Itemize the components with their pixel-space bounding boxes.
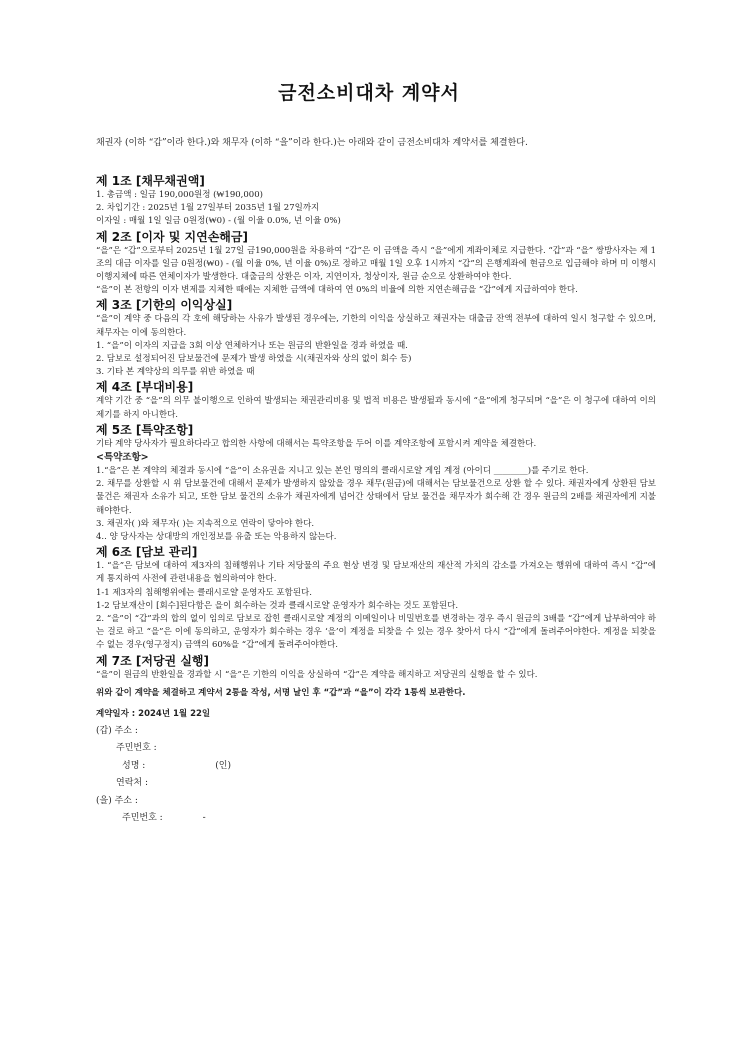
article-line: 1. “을”은 담보에 대하여 제3자의 침해행위나 기타 저당물의 주요 현상 변경 및 담보재산의 재산적 가치의 감소를 가져오는 행위에 대하여 즉시 “갑”에게 통지하여 사전에 관련내용을 협의하여야 한다.: [96, 561, 656, 585]
party-b-block: [96, 793, 656, 828]
article-line: 1. 총금액 : 일금 190,000원정 (₩190,000): [96, 190, 263, 200]
article-heading: 제 2조 [이자 및 지연손해금]: [96, 229, 248, 244]
article-line: “을”이 본 전항의 이자 변제를 지체한 때에는 지체한 금액에 대하여 연 0%의 비율에 의한 지연손해금을 “갑”에게 지급하여야 한다.: [96, 285, 578, 296]
party-b-address-label: (을) 주소 :: [96, 795, 138, 806]
article-line: 2. 차입기간 : 2025년 1월 27일부터 2035년 1월 27일까지: [96, 203, 320, 214]
article-heading: 제 4조 [부대비용]: [96, 380, 194, 395]
closing-statement: 위와 같이 계약을 체결하고 계약서 2통을 작성, 서명 날인 후 “갑”과 “을”이 각각 1통씩 보관한다.: [96, 687, 466, 698]
party-a-seal: (인): [215, 760, 231, 771]
article-1: [96, 173, 656, 229]
article-5: [96, 422, 656, 544]
party-b-id-label: 주민번호 :: [122, 813, 163, 824]
special-term-line: 1.“을”은 본 계약의 체결과 동시에 “을”이 소유권을 지니고 있는 본인 명의의 클래시로얄 게임 계정 (아이디 ________)를 주기로 한다.: [96, 466, 589, 477]
article-line: 1-1 제3자의 침해행위에는 클래시로얄 운영자도 포함된다.: [96, 587, 312, 598]
article-line: “을”이 원금의 반환일을 경과할 시 “을”은 기한의 이익을 상실하여 “갑”은 계약을 해지하고 저당권의 실행을 할 수 있다.: [96, 669, 538, 680]
intro-paragraph: 채권자 (이하 “갑”이라 한다.)와 채무자 (이하 “을”이라 한다.)는 아래와 같이 금전소비대차 계약서를 체결한다.: [96, 138, 528, 148]
document-title: 금전소비대차 계약서: [278, 82, 460, 104]
article-line: 계약 기간 중 “을”의 의무 불이행으로 인하여 발생되는 채권관리비용 및 법적 비용은 발생될과 동시에 “을”에게 청구되며 “을”은 이 청구에 대하여 이의제기를 하지 아니한다.: [96, 396, 656, 420]
article-line: 2. 담보로 설정되어진 담보물건에 문제가 발생 하였을 시(채권자와 상의 없이 회수 등): [96, 354, 412, 365]
article-heading: 제 3조 [기한의 이익상실]: [96, 298, 233, 313]
article-line: “을”은 “갑”으로부터 2025년 1월 27일 금190,000원을 차용하여 “갑”은 이 금액을 즉시 “을”에게 계좌이체로 지급한다. “갑”과 “을” 쌍방사자는 제 1조의 대금 이자를 일금 0원정(₩0) - (월 이율 0%, 년 이율 0%)로 정하고 매월 1일 오후 1시까지 “갑”의 은행계좌에 현금으로 입금해야 하며 미 이행시 이행지체에 따른 연체이자가 발생한다. 대출금의 상환은 이자, 지연이자, 청상이자, 원금 순으로 상환하여야 한다.: [96, 245, 656, 283]
party-a-name-row: [96, 758, 656, 776]
article-heading: 제 5조 [특약조항]: [96, 422, 194, 437]
article-line: 1. “을”이 이자의 지급을 3회 이상 연체하거나 또는 원금의 반환일을 경과 하였을 때.: [96, 340, 408, 351]
party-b-id-dash: -: [202, 813, 206, 824]
special-term-line: 3. 채권자( )와 채무자( )는 지속적으로 연락이 닿아야 한다.: [96, 518, 315, 529]
article-4: [96, 379, 656, 421]
special-term-line: 2. 채무를 상환할 시 위 담보물건에 대해서 문제가 발생하지 않았을 경우 채무(원금)에 대해서는 담보물건으로 상환 할 수 있다. 채권자에게 상환된 담보 물건은 채권자 소유가 되고, 또한 담보 물건의 소유가 채권자에게 넘어간 상태에서 담보 물건을 채무자가 회수해 간 경우 원금의 2배를 채권자에게 지불해야한다.: [96, 479, 656, 516]
article-2: [96, 229, 656, 298]
article-line: 3. 기타 본 계약상의 의무를 위반 하였을 때: [96, 367, 255, 378]
party-a-address-label: (갑) 주소 :: [96, 725, 138, 736]
party-a-id-label: 주민번호 :: [116, 743, 157, 754]
article-heading: 제 6조 [담보 관리]: [96, 545, 198, 560]
party-a-name-label: 성명 :: [122, 760, 146, 771]
article-line: “을”이 계약 중 다음의 각 호에 해당하는 사유가 발생된 경우에는, 기한의 이익을 상실하고 채권자는 대출금 잔액 전부에 대하여 일시 청구할 수 있으며, 채무자는 이에 동의한다.: [96, 314, 656, 338]
special-term-line: 4.. 양 당사자는 상대방의 개인정보를 유출 또는 악용하지 않는다.: [96, 532, 337, 543]
party-a-block: [96, 723, 656, 793]
article-line: 2. “을”이 “갑”과의 합의 없이 임의로 담보로 잡힌 클래시로얄 계정의 이메일이나 비밀번호를 변경하는 경우 즉시 원금의 3배를 “갑”에게 납부하여야 하는 걸로 하고 “을”은 이에 동의하고, 운영자가 회수하는 경우 ‘을’이 계정을 되찾을 수 있는 경우 찾아서 다시 “갑”에게 돌려주어야한다. 계정을 되찾을 수 없는 경우(영구정지) 금액의 60%을 “갑”에게 돌려주어야한다.: [96, 614, 656, 651]
party-b-id-row: [96, 810, 656, 828]
contract-body: [96, 173, 656, 828]
article-6: [96, 544, 656, 652]
article-heading: 제 1조 [채무채권액]: [96, 174, 205, 188]
article-line: 기타 계약 당사자가 필요하다라고 합의한 사항에 대해서는 특약조항을 두어 이를 계약조항에 포함시켜 계약을 체결한다.: [96, 438, 537, 449]
contract-date: 계약일자 : 2024년 1월 22일: [96, 708, 211, 719]
special-terms-heading: <특약조항>: [96, 452, 149, 464]
article-line: 이자일 : 매월 1일 일금 0원정(₩0) - (월 이율 0.0%, 년 이율 0%): [96, 216, 341, 227]
article-3: [96, 297, 656, 379]
party-a-contact-label: 연락처 :: [116, 778, 148, 789]
article-7: [96, 653, 656, 682]
article-line: 1-2 담보재산이 [회수]된다함은 을이 회수하는 것과 클래시로얄 운영자가 회수하는 것도 포함된다.: [96, 600, 459, 611]
article-heading: 제 7조 [저당권 실행]: [96, 653, 209, 668]
